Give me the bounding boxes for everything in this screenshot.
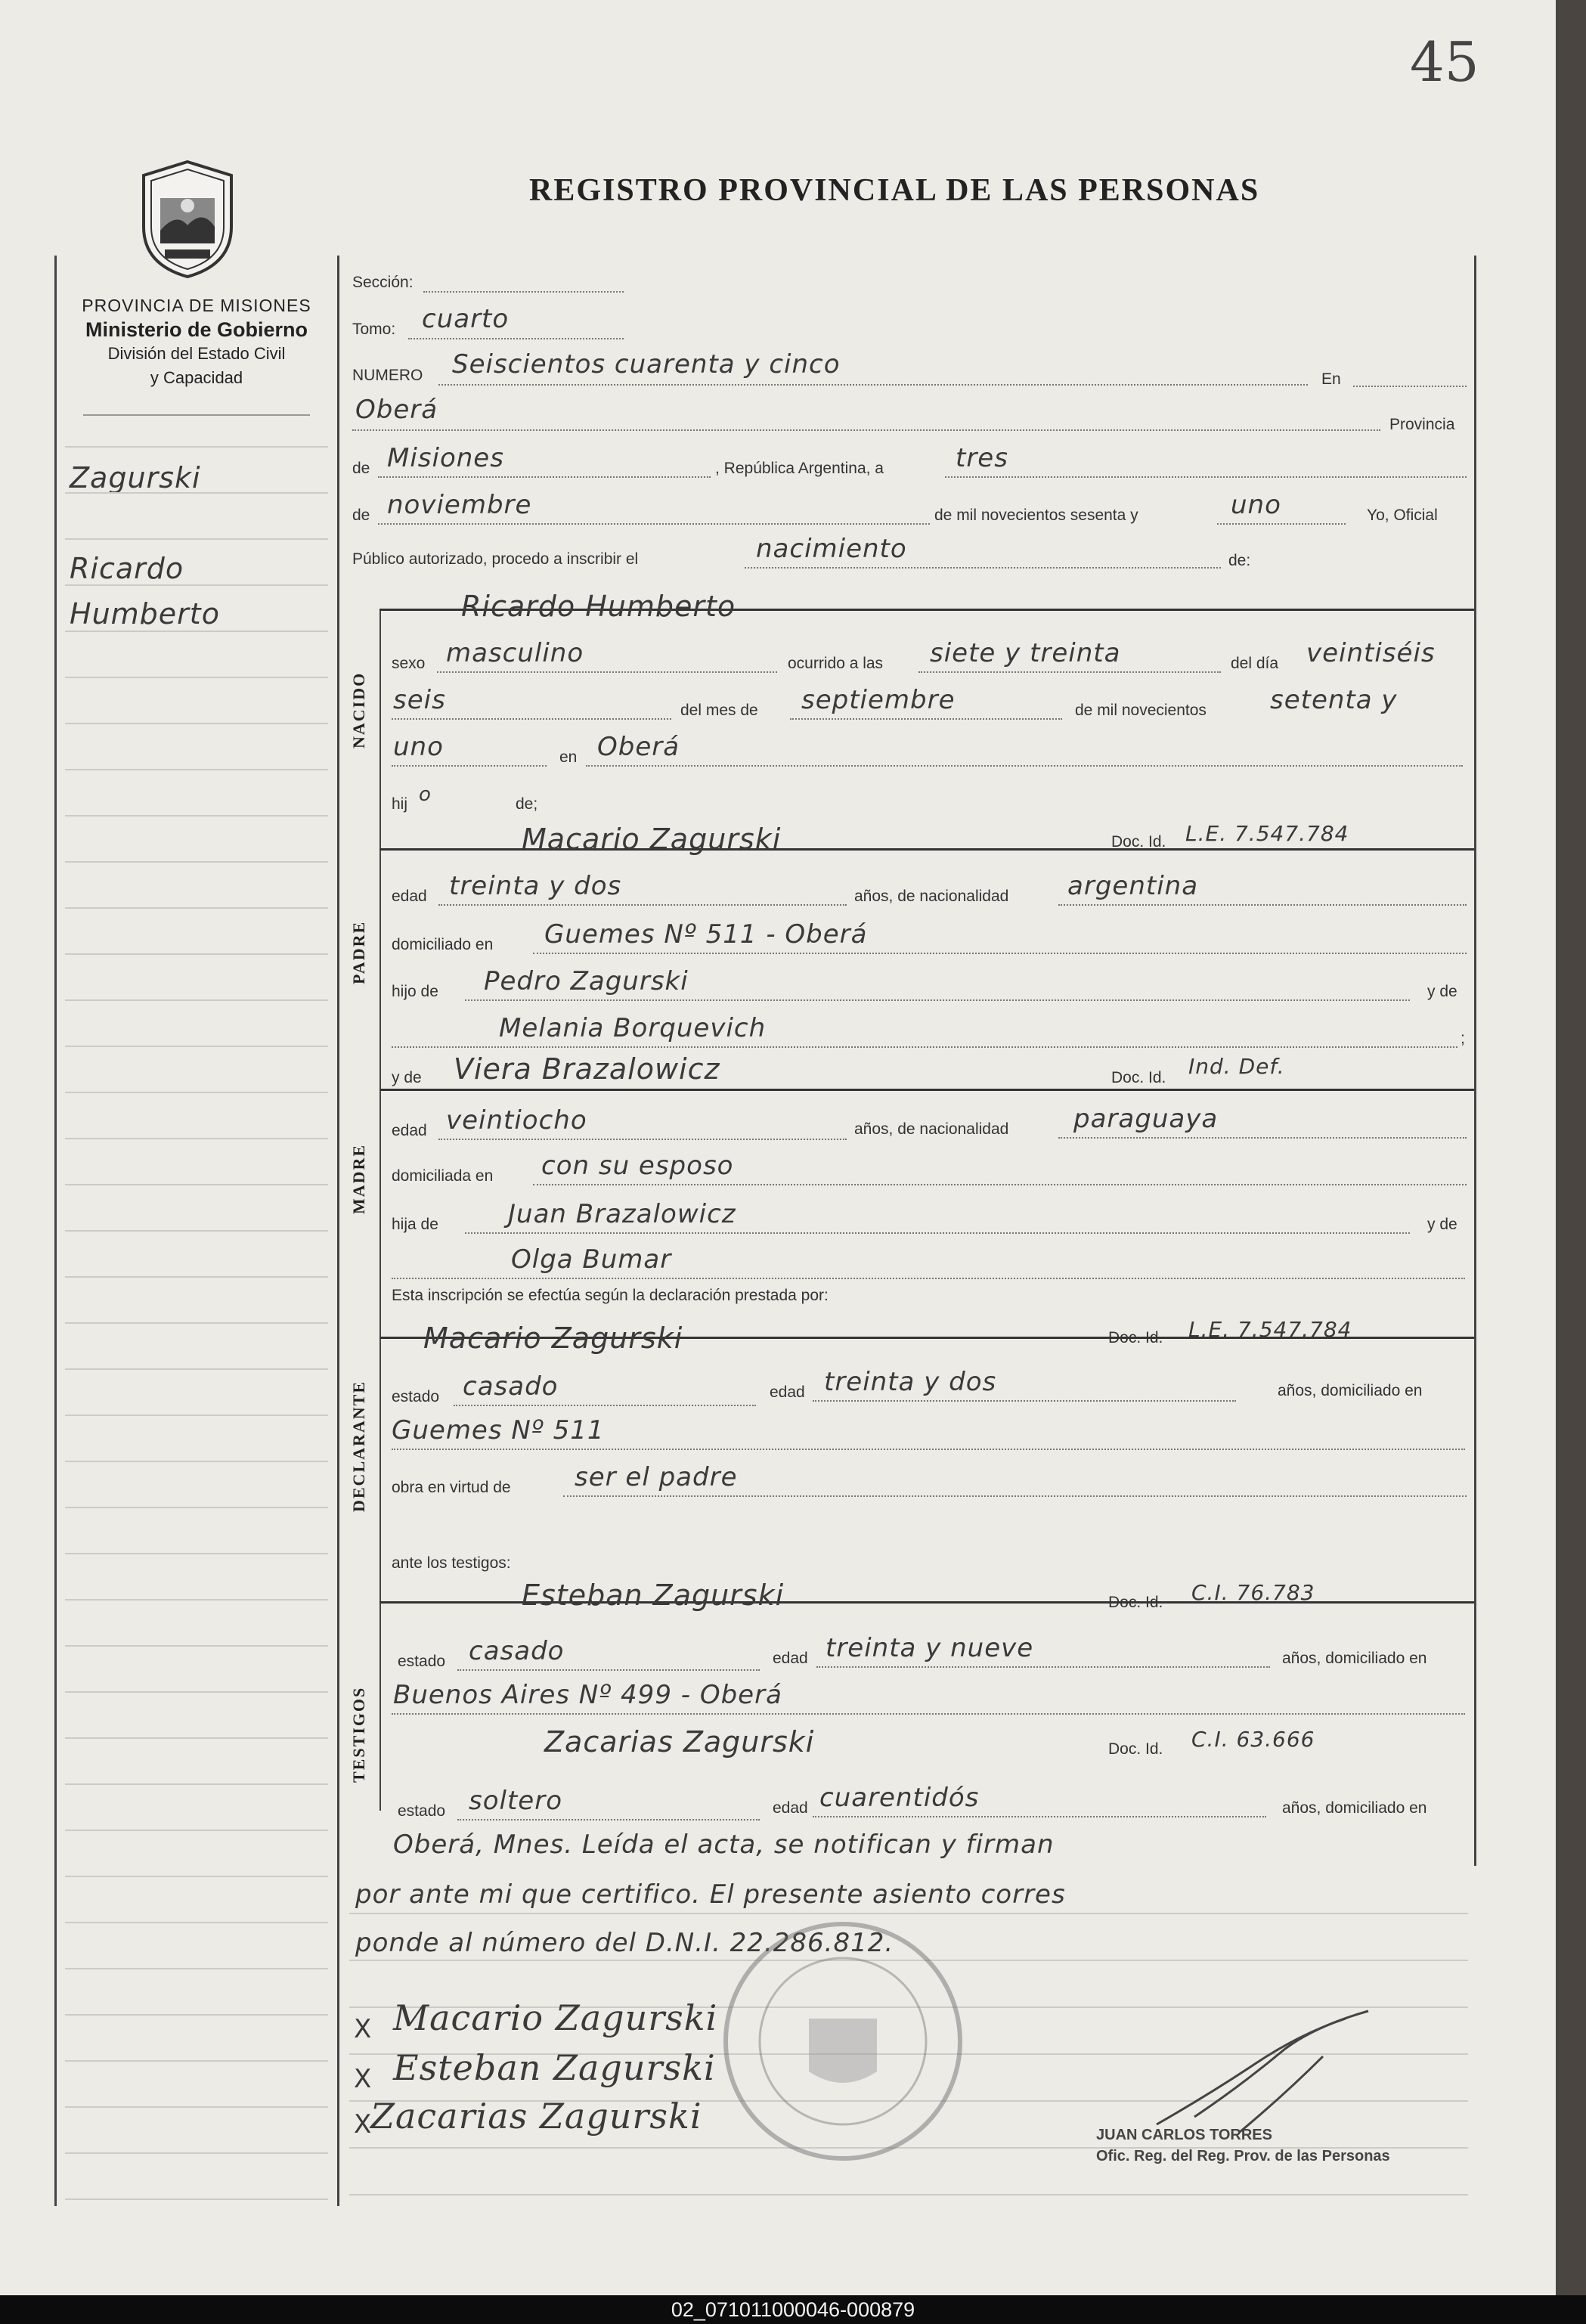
testigo1-dom-dotline — [392, 1713, 1465, 1715]
testigo2-edad-dotline — [813, 1816, 1266, 1817]
padre-edad-label: edad — [392, 888, 427, 905]
testigo2-edad-label: edad — [773, 1799, 808, 1817]
declarante-edad: treinta y dos — [824, 1367, 997, 1397]
ruled-line — [65, 1230, 328, 1232]
ruled-line — [65, 815, 328, 816]
ruled-line — [65, 1322, 328, 1324]
binding-edge — [1556, 0, 1586, 2295]
madre-domicilio-label: domiciliada en — [392, 1167, 494, 1185]
section-nacido: NACIDO — [349, 671, 368, 748]
margin-given-name-1: Ricardo — [70, 552, 184, 585]
declarante-obra-dotline — [563, 1495, 1467, 1497]
nacido-lugar-dotline — [586, 765, 1463, 767]
hijo-label: hij — [392, 795, 408, 813]
madre-hija-label: hija de — [392, 1216, 438, 1233]
left-margin-border — [54, 256, 57, 2206]
madre-dom-dotline — [533, 1184, 1467, 1185]
margin-given-name-2: Humberto — [70, 597, 220, 631]
en-label: En — [1321, 370, 1341, 388]
provincia-label: Provincia — [1389, 416, 1455, 433]
official-stamp-icon — [718, 1913, 968, 2170]
official-name-stamp — [1096, 2124, 1390, 2167]
ruled-line — [65, 1645, 328, 1647]
nacido-en-label: en — [559, 748, 578, 766]
ruled-line — [65, 999, 328, 1001]
padre-y-de-label: y de — [1427, 983, 1457, 1000]
ruled-line — [65, 861, 328, 863]
dia2-dotline — [392, 718, 671, 720]
padre-nac-dotline — [1058, 904, 1467, 906]
madre-doc: Ind. Def. — [1188, 1054, 1285, 1079]
acto-value: nacimiento — [756, 534, 907, 564]
padre-hijo-dotline — [465, 999, 1410, 1001]
ruled-line — [65, 1046, 328, 1047]
page-number: 45 — [1410, 30, 1479, 94]
declarante-edad-dotline — [813, 1400, 1236, 1402]
ruled-line — [65, 1138, 328, 1139]
testigo2-domic-label: años, domiciliado en — [1282, 1799, 1427, 1817]
padre-doc-label: Doc. Id. — [1111, 833, 1166, 851]
testigo2-doc-label: Doc. Id. — [1108, 1740, 1163, 1758]
testigo1-edad-dotline — [816, 1666, 1270, 1668]
padre-nacionalidad: argentina — [1067, 871, 1199, 901]
ruled-line — [65, 1507, 328, 1508]
declarante-intro: Esta inscripción se efectúa según la declaración prestada por: — [392, 1287, 829, 1304]
ruled-line — [65, 1737, 328, 1739]
declarante-dom-dotline — [392, 1449, 1465, 1450]
anio1-value: setenta y — [1270, 685, 1398, 715]
declarante-doc-label: Doc. Id. — [1108, 1329, 1163, 1346]
de2-label: de — [352, 507, 370, 524]
mes-label: del mes de — [680, 702, 758, 719]
ministry-name: Ministerio de Gobierno — [85, 318, 308, 341]
nacido-lugar: Oberá — [597, 732, 680, 762]
declarante-obra-label: obra en virtud de — [392, 1479, 511, 1496]
testigo1-doc: C.I. 76.783 — [1191, 1580, 1315, 1605]
ruled-line — [65, 2014, 328, 2016]
ruled-line — [349, 2194, 1468, 2195]
hijo-de-label: de; — [516, 795, 538, 813]
numero-label: NUMERO — [352, 367, 423, 384]
tomo-label: Tomo: — [352, 321, 396, 338]
ruled-line — [65, 907, 328, 909]
nacido-mil-label: de mil novecientos — [1075, 702, 1207, 719]
testigo1-estado: casado — [469, 1636, 565, 1666]
sexo-label: sexo — [392, 655, 426, 672]
testigo2-estado-label: estado — [398, 1802, 446, 1820]
header-separator — [83, 414, 310, 416]
testigo1-estado-dotline — [457, 1669, 760, 1671]
testigo2-estado-dotline — [457, 1819, 760, 1820]
hora-dotline — [918, 671, 1221, 673]
ruled-line — [65, 953, 328, 955]
testigo2-doc: C.I. 63.666 — [1191, 1727, 1315, 1752]
division-name-2: y Capacidad — [150, 368, 243, 387]
padre-madre-de: Melania Borquevich — [499, 1013, 767, 1043]
official-title: Ofic. Reg. del Reg. Prov. de las Personas — [1096, 2148, 1390, 2164]
testigo1-nombre: Esteban Zagurski — [522, 1579, 785, 1612]
madre-madre-dotline — [392, 1278, 1465, 1279]
ruled-line — [65, 2152, 328, 2154]
hora-value: siete y treinta — [930, 638, 1121, 668]
ruled-line — [65, 1968, 328, 1969]
madre-y-de-label2: y de — [1427, 1216, 1457, 1233]
del-dia-label: del día — [1231, 655, 1279, 672]
declarante-domic-label: años, domiciliado en — [1278, 1382, 1423, 1399]
ruled-line — [65, 2199, 328, 2200]
madre-nombre: Viera Brazalowicz — [454, 1052, 720, 1086]
nacido-nombre: Ricardo Humberto — [461, 590, 736, 623]
column-divider — [337, 256, 339, 2206]
dia-value: tres — [956, 443, 1008, 473]
madre-top-line — [379, 1089, 1474, 1091]
ruled-line — [65, 1599, 328, 1600]
ruled-line — [65, 1415, 328, 1416]
testigo1-edad-label: edad — [773, 1650, 808, 1667]
madre-madre-de: Olga Bumar — [511, 1244, 672, 1275]
de3-label: de: — [1228, 552, 1251, 569]
padre-dom-dotline — [533, 953, 1467, 954]
dia1-value: veintiséis — [1306, 638, 1436, 668]
official-signature-icon — [1149, 2003, 1376, 2140]
section-bracket — [379, 609, 381, 1811]
ruled-line — [65, 538, 328, 540]
ocurrido-label: ocurrido a las — [788, 655, 884, 672]
republica-label: , República Argentina, a — [715, 460, 884, 477]
official-name: JUAN CARLOS TORRES — [1096, 2127, 1272, 2143]
ruled-line — [65, 769, 328, 770]
declarante-obra: ser el padre — [575, 1462, 738, 1492]
ruled-line — [65, 1461, 328, 1462]
sig-mark-3: X — [354, 2109, 373, 2140]
ruled-line — [65, 1276, 328, 1278]
ruled-line — [65, 1553, 328, 1554]
right-border — [1474, 256, 1476, 1866]
padre-anos-label: años, de nacionalidad — [854, 888, 1009, 905]
closing-line-1: Oberá, Mnes. Leída el acta, se notifican y firman — [393, 1830, 1055, 1860]
declarante-domicilio: Guemes Nº 511 — [392, 1415, 605, 1446]
testigo1-domic-label: años, domiciliado en — [1282, 1650, 1427, 1667]
anio-value: uno — [1231, 490, 1281, 520]
testigo2-edad: cuarentidós — [819, 1783, 980, 1813]
seccion-dotline — [423, 291, 624, 293]
testigo1-domicilio: Buenos Aires Nº 499 - Oberá — [393, 1680, 782, 1710]
mil-label: de mil novecientos sesenta y — [934, 507, 1138, 524]
testigo1-estado-label: estado — [398, 1653, 446, 1670]
madre-nac-dotline — [1058, 1137, 1467, 1139]
ruled-line — [65, 631, 328, 632]
lugar-value: Oberá — [355, 395, 438, 425]
province-seal-icon — [135, 159, 240, 280]
testigo2-nombre: Zacarias Zagurski — [544, 1725, 815, 1758]
ruled-line — [65, 492, 328, 494]
madre-padre-de: Juan Brazalowicz — [508, 1199, 736, 1229]
padre-nombre: Macario Zagurski — [522, 823, 782, 856]
declarante-estado-label: estado — [392, 1388, 440, 1405]
declarante-doc: L.E. 7.547.784 — [1188, 1317, 1352, 1342]
image-id-footer: 02_071011000046-000879 — [0, 2295, 1586, 2324]
tomo-value: cuarto — [422, 304, 510, 334]
tomo-dotline — [408, 338, 624, 339]
testigo2-estado: soltero — [469, 1786, 562, 1816]
closing-line-2: por ante mi que certifico. El presente asiento corres — [355, 1879, 1066, 1910]
mes-value: noviembre — [387, 490, 532, 520]
nacido-mes-value: septiembre — [801, 685, 956, 715]
hijo-suffix: o — [419, 783, 432, 806]
anio2-value: uno — [393, 732, 444, 762]
signature-3: Zacarias Zagurski — [370, 2096, 702, 2137]
declarante-edad-label: edad — [770, 1384, 805, 1401]
madre-hija-dotline — [465, 1232, 1410, 1234]
padre-hijo-label: hijo de — [392, 983, 438, 1000]
ruled-line — [65, 2060, 328, 2062]
anio-dotline — [1217, 523, 1346, 525]
section-padre: PADRE — [349, 920, 368, 984]
ruled-line — [65, 1830, 328, 1831]
provincia-value: Misiones — [387, 443, 504, 473]
ruled-line — [65, 723, 328, 724]
ruled-line — [65, 446, 328, 448]
testigo1-doc-label: Doc. Id. — [1108, 1594, 1163, 1611]
sexo-dotline — [437, 671, 777, 673]
madre-doc-label: Doc. Id. — [1111, 1069, 1166, 1086]
ruled-line — [65, 1092, 328, 1093]
lugar-dotline — [352, 429, 1380, 431]
ruled-line — [65, 1783, 328, 1785]
padre-madre-dotline — [392, 1046, 1457, 1048]
signature-1: Macario Zagurski — [393, 1997, 718, 2038]
madre-edad-dotline — [438, 1139, 847, 1140]
publico-label: Público autorizado, procedo a inscribir el — [352, 550, 639, 568]
padre-semicolon: ; — [1461, 1030, 1465, 1047]
nacido-mes-dotline — [790, 718, 1062, 720]
margin-surname: Zagurski — [70, 461, 201, 494]
ruled-line — [65, 1184, 328, 1185]
madre-domicilio: con su esposo — [541, 1151, 734, 1181]
province-name: PROVINCIA DE MISIONES — [82, 296, 311, 315]
mes-dotline — [378, 523, 930, 525]
page-title: REGISTRO PROVINCIAL DE LAS PERSONAS — [529, 173, 1260, 208]
section-testigos: TESTIGOS — [349, 1686, 368, 1783]
division-name: División del Estado Civil — [107, 344, 286, 363]
oficial-label: Yo, Oficial — [1367, 507, 1438, 524]
section-declarante: DECLARANTE — [349, 1380, 368, 1512]
sexo-value: masculino — [446, 638, 584, 668]
acto-dotline — [745, 567, 1221, 569]
signature-2: Esteban Zagurski — [393, 2047, 716, 2088]
padre-edad-dotline — [438, 904, 847, 906]
padre-domicilio: Guemes Nº 511 - Oberá — [544, 919, 868, 950]
ruled-line — [65, 2106, 328, 2108]
ruled-line — [65, 677, 328, 678]
dia-dotline — [945, 476, 1467, 478]
dia2-value: seis — [393, 685, 446, 715]
anio2-dotline — [392, 765, 547, 767]
padre-doc: L.E. 7.547.784 — [1185, 821, 1349, 846]
madre-edad-label: edad — [392, 1122, 427, 1139]
ruled-line — [65, 1922, 328, 1923]
seccion-label: Sección: — [352, 274, 414, 291]
ruled-line — [65, 1876, 328, 1877]
provincia-dotline — [378, 476, 711, 478]
declarante-nombre: Macario Zagurski — [423, 1322, 683, 1355]
testigo1-edad: treinta y nueve — [826, 1633, 1034, 1663]
madre-edad: veintiocho — [446, 1105, 587, 1136]
madre-anos-label: años, de nacionalidad — [854, 1120, 1009, 1138]
padre-padre-de: Pedro Zagurski — [484, 966, 689, 996]
declarante-estado-dotline — [454, 1405, 756, 1406]
de-label: de — [352, 460, 370, 477]
en-dotline — [1353, 386, 1467, 387]
testigos-intro: ante los testigos: — [392, 1554, 511, 1572]
numero-value: Seiscientos cuarenta y cinco — [452, 349, 841, 380]
ruled-line — [65, 1368, 328, 1370]
numero-dotline — [438, 384, 1308, 386]
section-madre: MADRE — [349, 1143, 368, 1214]
ministry-header — [54, 293, 339, 390]
declarante-estado: casado — [463, 1371, 559, 1402]
madre-y-de-label: y de — [392, 1069, 422, 1086]
padre-edad: treinta y dos — [449, 871, 622, 901]
madre-nacionalidad: paraguaya — [1073, 1104, 1219, 1134]
closing-line-3: ponde al número del D.N.I. 22.286.812. — [355, 1928, 894, 1958]
ruled-line — [65, 1691, 328, 1693]
padre-domicilio-label: domiciliado en — [392, 936, 494, 953]
sig-mark-1: X — [354, 2014, 373, 2044]
ruled-line — [65, 584, 328, 586]
sig-mark-2: X — [354, 2064, 373, 2094]
